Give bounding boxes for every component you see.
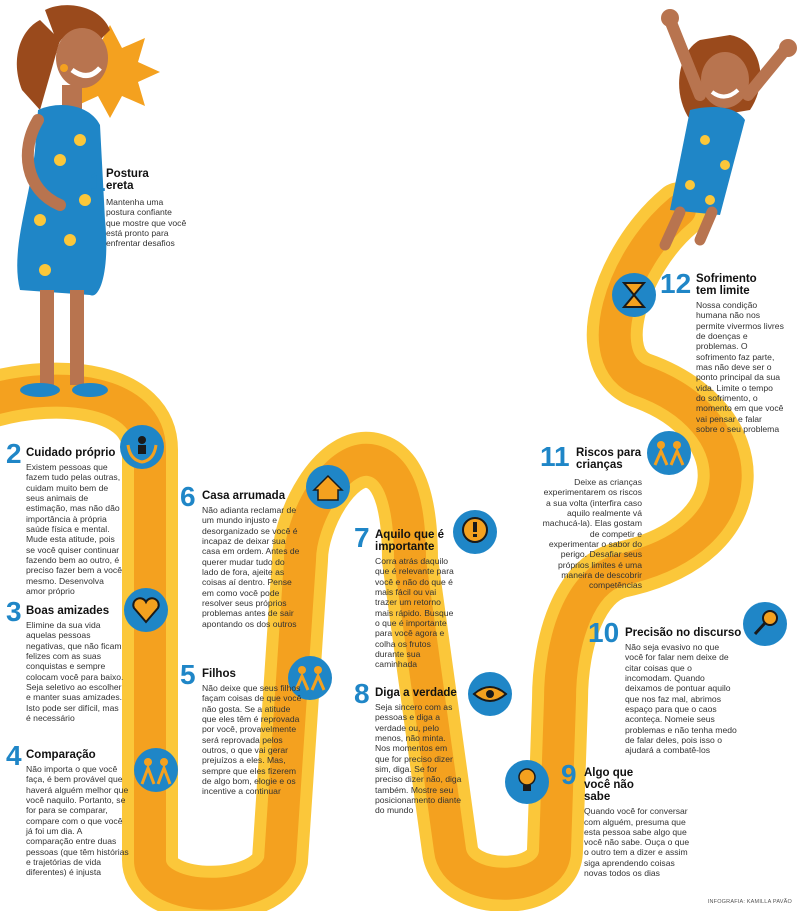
step-number: 7 <box>354 522 370 553</box>
step-title: Boas amizades <box>26 605 110 617</box>
step-number: 3 <box>6 596 22 627</box>
step-text: Quando você for conversar com alguém, presuma que esta pessoa sabe algo que você não sabe. Ouça o que o outro tem a dizer e assim siga aprendendo coisas novas todos os dias <box>584 806 690 879</box>
step-number: 11 <box>540 441 570 472</box>
step-text: Mantenha uma postura confiante que mostre que você está pronto para enfrentar desafios <box>106 197 187 249</box>
step-number: 6 <box>180 481 196 512</box>
step-1 <box>90 168 190 249</box>
magnifier-icon <box>743 602 787 646</box>
step-title: Diga a verdade <box>375 687 457 699</box>
step-title: Casa arrumada <box>202 490 286 502</box>
step-5 <box>180 661 305 797</box>
step-title: Riscos para crianças <box>576 447 642 472</box>
step-text: Elimine da sua vida aquelas pessoas negativas, que não ficam felizes com as suas conquistas e sempre colocam você para baixo. Seja seletivo ao escolher e manter suas amizades. Isto pode ser difícil, mas é necessário <box>26 620 124 723</box>
credit-text: INFOGRAFIA: KAMILLA PAVÃO <box>707 899 792 905</box>
step-text: Não importa o que você faça, é bem provável que haverá alguém melhor que você naquilo. Portanto, se for para se comparar, compare com o que você já foi um dia. A comparação entre duas pessoas (que têm histórias e trajetórias de vida diferentes) é injusta <box>26 764 129 878</box>
step-text: Deixe as crianças experimentarem os riscos a sua volta (interfira caso aquilo realmente vá machucá-la). Elas gostam de competir e experimentar o sabor do perigo. Desafiar seus próprios limites é uma maneira de descobrir competências <box>542 477 642 591</box>
step-10 <box>588 619 748 756</box>
step-number: 9 <box>561 759 577 790</box>
step-7 <box>354 524 464 670</box>
step-12 <box>660 270 785 434</box>
jumping-woman-illustration <box>661 9 797 245</box>
step-9 <box>561 761 701 878</box>
kids-icon <box>647 431 691 475</box>
step-number: 8 <box>354 678 370 709</box>
step-title: Postura ereta <box>106 168 149 193</box>
hands-person-icon <box>120 425 164 469</box>
lightbulb-icon <box>505 760 549 804</box>
eye-icon <box>468 672 512 716</box>
step-6 <box>180 483 305 629</box>
hourglass-icon <box>612 273 656 317</box>
step-title: Filhos <box>202 668 236 680</box>
house-icon <box>306 465 350 509</box>
step-2 <box>6 440 126 596</box>
step-text: Existem pessoas que fazem tudo pelas outras, cuidam muito bem de seus animais de estimação, mas não dão importância à própria saúde física e mental. Mude esta atitude, pois se você quiser continuar fazendo bem ao outro, é preciso fazer bem a você mesmo. Desenvolva amor próprio <box>26 462 123 596</box>
step-text: Não seja evasivo no que você for falar nem deixe de citar coisas que o incomodam. Quando deixamos de pontuar aquilo que nos faz mal, abrimos espaço para que o caos aconteça. Nomeie seus problemas e não tenha medo de falar deles, pois isso o ajudará a combatê-los <box>625 642 737 756</box>
step-text: Não deixe que seus filhos façam coisas de que você não gosta. Se a atitude que eles têm é reprovada por você, provavelmente será reprovada pelos outros, o que vai gerar prejuízos a eles. Mas, sempre que eles fizerem de algo bom, elogie e os incentive a continuar <box>202 683 302 797</box>
step-text: Seja sincero com as pessoas e diga a verdade ou, pelo menos, não minta. Nos momentos em que for preciso dizer sim, diga. Se for preciso dizer não, diga também. Mostre seu posicionamento diante do mundo <box>375 702 462 816</box>
step-3 <box>6 598 126 723</box>
step-title: Comparação <box>26 749 96 761</box>
step-title: Algo que você não sabe <box>584 767 634 804</box>
step-4 <box>6 742 130 878</box>
step-11 <box>540 443 650 591</box>
step-title: Precisão no discurso <box>625 627 742 639</box>
heart-icon <box>124 588 168 632</box>
step-text: Nossa condição humana não nos permite vivermos livres de doenças e problemas. O sofrimento faz parte, mas não deve ser o ponto principal da sua vida. Limite o tempo do sofrimento, o momento em que você vai pensar e falar sobre o seu problema <box>696 300 784 434</box>
step-number: 5 <box>180 659 196 690</box>
step-number: 10 <box>588 617 620 648</box>
step-title: Aquilo que é importante <box>375 529 444 554</box>
step-text: Não adianta reclamar de um mundo injusto e desorganizado se você é incapaz de deixar sua casa em ordem. Antes de querer mudar tudo do lado de fora, ajeite as coisas aí dentro. Pense em como você pode resolver seus próprios problemas antes de sair apontando os dos outros <box>202 505 300 629</box>
step-number: 2 <box>6 438 22 469</box>
step-text: Corra atrás daquilo que é relevante para você e não do que é mais fácil ou vai trazer um retorno mais rápido. Busque o que é importante para você agora e colha os frutos durante sua caminhada <box>375 556 454 670</box>
step-number: 1 <box>90 166 106 197</box>
step-number: 4 <box>6 740 22 771</box>
step-8 <box>354 680 464 816</box>
step-number: 12 <box>660 268 692 299</box>
step-title: Sofrimento tem limite <box>696 273 757 298</box>
two-people-icon <box>134 748 178 792</box>
step-title: Cuidado próprio <box>26 447 116 459</box>
